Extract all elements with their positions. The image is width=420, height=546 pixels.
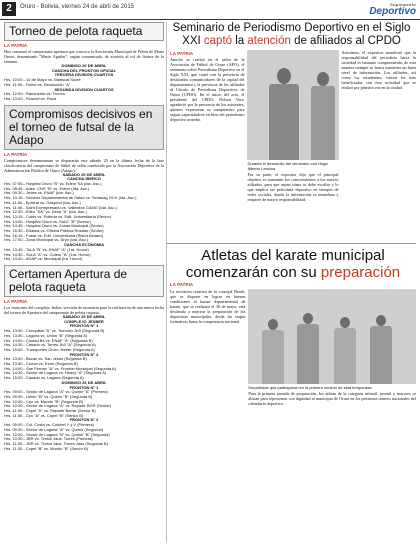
section-label: LA PATRIA (4, 151, 28, 157)
photo-caption: Deportistas que participaron en la primera versión de esta temporada. (248, 385, 373, 390)
fixture-line: Hrs. 10:00.- Cpo vs. Mundo "B" (Segunda B) (4, 399, 84, 404)
fixture-line: Hrs. 13:15.- Cobis vs. Pollería vs. Edit. Universitaria (Senior) (4, 214, 112, 219)
article-title: Compromisos decisivos en el torneo de futsal de la Adapo (4, 105, 164, 150)
brand-top: Suplemento (390, 2, 416, 7)
seminar-photo (247, 50, 338, 160)
fixture-heading: SÁBADO 25 DE ABRIL (62, 172, 106, 177)
fixture-line: Hrs. 10:00.- 10 de Mayo vs. Mariscal Sucre (4, 78, 81, 83)
fixture-list (4, 315, 164, 451)
fixture-line: Hrs. 13:45.- ToLA "B" vs. ENAF "A" (1ra. Honor) (4, 247, 89, 252)
fixture-heading: FRONTÓN N° 2 (69, 418, 99, 423)
fixture-line: Hrs. 11:30.- Copel "B" vs. Mundo "B" (Senior B) (4, 446, 89, 451)
article-certamen (4, 265, 164, 451)
fixture-line: Hrs. 14:40.- ADAP vs. Municipal (Ira. Honor) (4, 257, 83, 262)
headline-highlight: preparación (320, 264, 401, 281)
fixture-line: Hrs. 14:30.- SoLA "A" vs. Cotesr "A" (1ra. Honor) (4, 252, 91, 257)
fixture-list (4, 173, 164, 262)
headline-text: Seminario de Periodismo Deportivo en el Siglo XXI (172, 22, 411, 47)
fixture-line: Hrs. 14:00.- Hospital Oruro vs. SoLE "B" (Senior) (4, 219, 91, 224)
headline (167, 22, 416, 48)
fixture-heading: SEGUNDA DIVISIÓN CUARTOS (54, 87, 114, 92)
article-title: Torneo de pelota raqueta (4, 22, 164, 41)
article-pelota-raqueta (4, 22, 164, 102)
fixture-line: Hrs. 09:30.- Sector de Laguna "A" vs. Quimir (Segunda) (4, 427, 104, 432)
fixture-line: Hrs. 12:00.- Rancherito vs. Tronco (4, 92, 65, 97)
fixture-line: Hrs. 17:00.- Zona Municipal vs. Dryn (Ida. Asc.) (4, 238, 89, 243)
article-body: La iniciativa creativa de la concejal Beralt, que se dispone en lograr en buenas condiciones al karate departamental de karate, que se realizará el 30 de mayo, está destinado a mejorar la preparación de los deportistas municipales, desde las etapas formativas hasta la competencia nacional. (170, 289, 246, 324)
article-karate (167, 247, 416, 406)
fixture-line: Hrs. 13:00.- Rosmel vs. Roca (4, 96, 57, 101)
fixture-line: Hrs. 13:00.- Bocas vs. San Jesús (Segunda B) (4, 357, 87, 362)
fixture-line: Hrs. 11:30.- Cpo "A" vs. Copel "B" (Senior B) (4, 413, 84, 418)
karate-photo (248, 289, 416, 384)
section-label: LA PATRIA (4, 43, 28, 48)
brand-name: Deportivo (369, 6, 416, 17)
fixture-line: Hrs. 14:45.- Hospital Oruro vs. Zonas Municipal (Senior) (4, 224, 104, 229)
fixture-line: Hrs. 11:00.- Torino vs. Revolución "A" (4, 82, 71, 87)
article-body: Por su parte, el expositor dijo que el principal objetivo es transmitir los conocimientos a los nuevos afiliados, para que sepan cómo se debe escribir y lo que implica ser periodista deportivo en tiempos de redes sociales, donde la información es inmediata y requiere de mayor responsabilidad. (247, 172, 339, 202)
article-body: Anoche se realizó en el salón de la Asociación de Fútbol de Oruro (AFO), el seminario sobre Periodismo Deportivo en el Siglo XXI, que contó con la presencia de destacados comunicadores de la capital del departamento y la provincia de los afiliados al Círculo de Periodistas Deportivos de Oruro (CPDO). En el inicio del acto, el presidente del CPDO, Nelson Vera, agradeció por la presencia de los asistentes, quienes expresaron su compromiso para seguir capacitándose en bien del periodismo deportivo orureño. (170, 57, 245, 122)
article-body: Asimismo, el expositor manifestó que la responsabilidad del periodista hacia la sociedad es bastante comprometida, de esta manera siempre se busca mantener un buen nivel de información. Los afiliados, así como los estudiantes, fueron los más beneficiados con esta actividad que se realizó por primera vez en la ciudad. (341, 50, 416, 90)
fixture-line: Hrs. 08:45.- Ades. CNS "B" vs. Edeor (Ida. Asc.) (4, 186, 90, 191)
fixture-line: Hrs. 09:30.- Unión "B" vs. Quimir "B" (Segunda B) (4, 394, 93, 399)
fixture-line: Hrs. 10:30.- Sector de Laguna "A" vs. Repartir BGR (Senior) (4, 404, 111, 409)
fixture-line: Hrs. 13:30.- Laguna vs. Unión "B" (Segunda A) (4, 333, 88, 338)
fixture-heading: DOMINGO 26 DE ABRIL (61, 64, 107, 68)
headline-highlight: atención (247, 35, 291, 47)
fixture-heading: FRONTÓN N° 2 (69, 352, 99, 357)
fixture-line: Hrs. 07:00.- Hospital Oruro "B" vs. Edeor SA (Ida. Asc.) (4, 182, 102, 187)
fixture-heading: CANCHA ECONOMÍA (63, 243, 105, 248)
section-label: LA PATRIA (4, 298, 28, 304)
headline-text: comenzarán con su (185, 264, 321, 281)
fixture-line: Hrs. 13:00.- Conquista "A" vs. Tomorex Jb3 (Segunda B) (4, 329, 105, 334)
article-seminario (167, 22, 416, 244)
headline-text: la (232, 35, 248, 47)
fixture-line: Hrs. 14:30.- Sector de Laguna vs. Heavy "A" (Segunda A) (4, 371, 107, 376)
fixture-line: Hrs. 11:00.- Copel "A" vs. Repartir Borrar (Senior B) (4, 409, 96, 414)
fixture-line: Hrs. 10:30.- JBR vs. Trebol Jaus. Torres (Primera) (4, 437, 93, 442)
fixture-line: Hrs. 09:00.- Sector de Laguna "A" vs. Quimir "A" (Primera) (4, 390, 108, 395)
fixture-heading: FRONTÓN N° 1 (69, 385, 99, 390)
article-body: Para la primera jornada de preparación, los atletas de la categoría infantil, juvenil y mayores se alistan para representar con dignidad al municipio de Oruro en los próximos torneos nacionales del calendario deportivo. (248, 391, 416, 406)
fixture-heading: CANCHA IBERCO (67, 177, 101, 182)
section-label: LA PATRIA (170, 282, 194, 287)
fixture-heading: COMPLEJO JESBER (64, 319, 104, 324)
fixture-line: Hrs. 15:30.- Elidana vs. Oficina Pública Rosado (Senior) (4, 229, 104, 234)
fixture-line: Hrs. 10:00.- Sector de Laguna "B" vs. Quimir "B" (Segunda) (4, 432, 110, 437)
article-intro: Hoy comenzó el campeonato apertura que convoca la Asociación Municipal de Pelota de Mano Oruro, denominado "Mario Aguilar", según comunicado, de acuerdo al rol de fixture de la semana: (4, 49, 164, 64)
headline (170, 247, 416, 281)
fixture-line: Hrs. 12:30.- Elfeo "SA" vs. Desa "A" (Ida. Asc.) (4, 210, 87, 215)
fixture-line: Hrs. 09:00.- Col. Costa vs. Colchet Y y V (Primera) (4, 423, 94, 428)
headline-text: de afiliados al CPDO (290, 35, 401, 47)
fixture-line: Hrs. 15:00.- Casado vs. Laguna (Segunda A) (4, 376, 84, 381)
fixture-line: Hrs. 13:30.- Cueva vs. Ezrm (Segunda B) (4, 362, 78, 367)
article-futsal (4, 105, 164, 262)
article-intro: Los frontones del complejo Jesber, servirán de escenario para la realización de una nueva fecha del torneo de Apertura del campeonato de pelota raqueta. (4, 304, 164, 315)
fixture-heading: FRONTÓN N° 1 (69, 324, 99, 329)
article-intro: Compromisos determinantes se disputarán este sábado 25 en la última fecha de la fase clasificatoria del campeonato de fútbol de salón conducido por la Asociación Deportiva de la Administración Pública de Oruro (Adapo). (4, 157, 164, 173)
fixture-heading: CANCHA DEL FRONTÓN OFICIAL (51, 68, 117, 73)
fixture-line: Hrs. 11:00.- JDR vs. Trebol Jaus. Torres Jaus (Segunda B) (4, 441, 108, 446)
right-column (166, 22, 416, 542)
date-line: Oruro - Bolivia, viernes 24 de abril de 2015 (20, 4, 135, 10)
fixture-heading: SÁBADO 25 DE ABRIL (62, 314, 106, 319)
fixture-line: Hrs. 14:00.- San Fernan "A" vs. Fronton Municipal (Segunda A) (4, 366, 117, 371)
fixture-line: Hrs. 14:00.- Ciudad Bs vs. ENAF "A" (Segunda B) (4, 338, 93, 343)
fixture-line: Hrs. 10:15.- Servicio Departamental de Salud vs. Senasag OCV (Ida. Asc.) (4, 196, 137, 201)
headline-line: Atletas del karate municipal (201, 247, 385, 264)
fixture-line: Hrs. 16:15.- Fobar vs. Edit. Universitaria (Ristor Aimara) (4, 233, 103, 238)
fixture-line: Hrs. 14:30.- Casado vs. Torres Jb3 "A" (Segunda A) (4, 343, 96, 348)
section-label: LA PATRIA (170, 51, 194, 56)
fixture-list (4, 64, 164, 102)
fixture-heading: TERCERA DIVISIÓN CUARTOS (54, 73, 114, 78)
photo-caption: Durante el desarrollo del seminario con Hugo Alberto Lencina (247, 161, 328, 171)
fixture-line: Hrs. 11:00.- Epixirat vs. Gasprod (Ida. Asc.) (4, 200, 81, 205)
brand-logo (352, 2, 416, 17)
fixture-line: Hrs. 09:30.- Jedes vs. ENAF (Ida. Asc.) (4, 191, 74, 196)
fixture-line: Hrs. 15:00.- Transportes Oruro Jesber (Segunda A) (4, 347, 95, 352)
left-column (4, 22, 164, 542)
page-number: 2 (2, 2, 16, 16)
fixture-heading: DOMINGO 26 DE ABRIL (61, 380, 107, 385)
fixture-line: Hrs. 11:45.- Saint Exempresario vs. Vallecitos CAMO (Ida. Asc.) (4, 205, 117, 210)
article-title: Certamen Apertura de pelota raqueta (4, 265, 164, 297)
headline-highlight: captó (203, 35, 233, 47)
